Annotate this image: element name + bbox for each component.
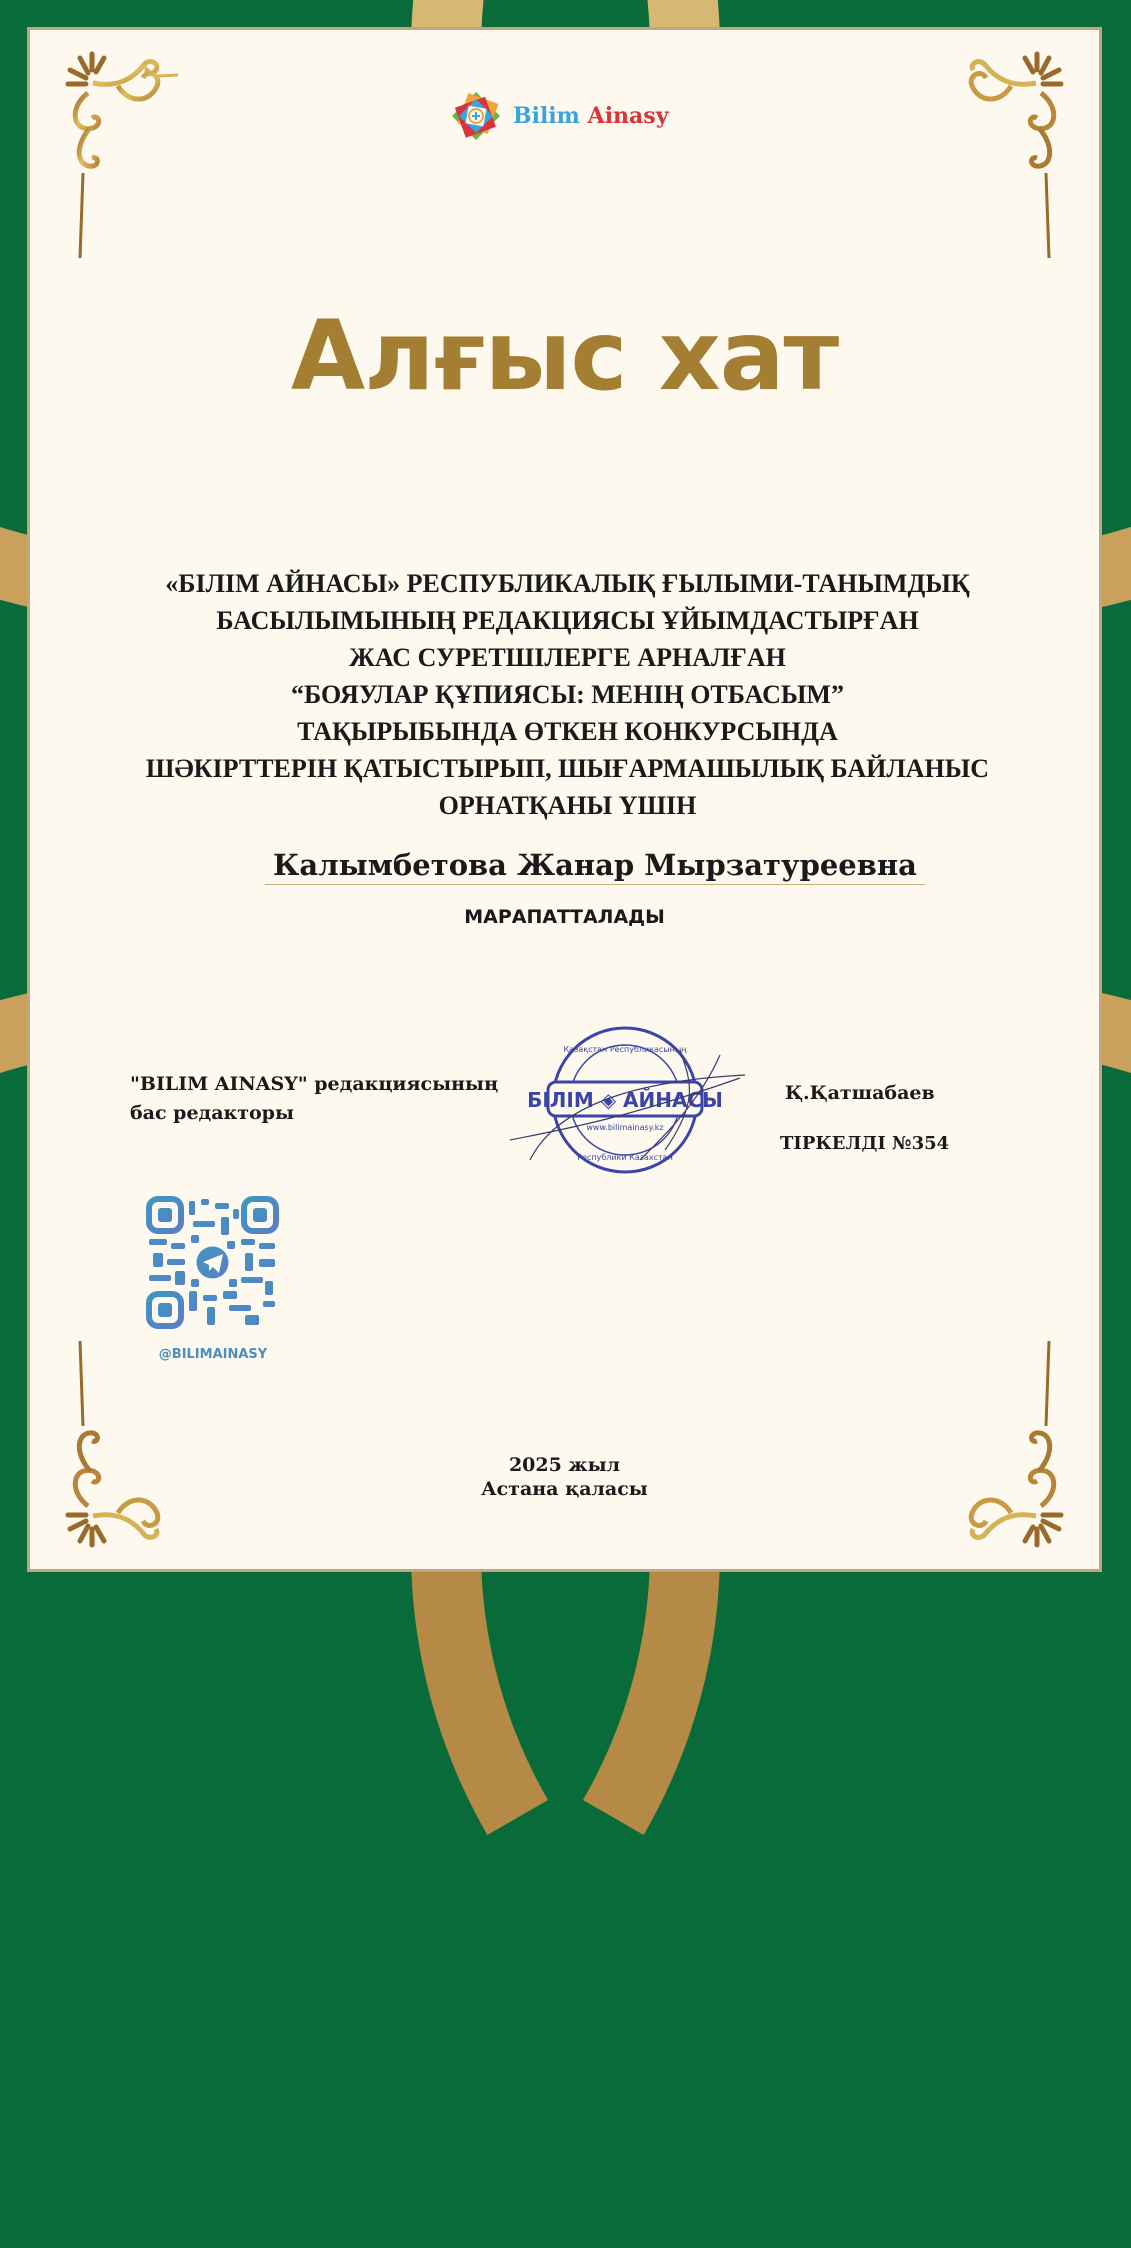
- body-line: ОРНАТҚАНЫ ҮШІН: [438, 791, 697, 820]
- body-line: “БОЯУЛАР ҚҰПИЯСЫ: МЕНІҢ ОТБАСЫМ”: [291, 680, 844, 709]
- corner-ornament-icon: [951, 48, 1081, 258]
- telegram-qr-code[interactable]: [145, 1195, 280, 1330]
- recipient-name: Калымбетова Жанар Мырзатуреевна: [265, 848, 925, 885]
- certificate-card: [27, 27, 1102, 1572]
- footer-year: 2025 жыл: [508, 1454, 621, 1476]
- svg-text:Республики Казахстан: Республики Казахстан: [577, 1153, 673, 1162]
- svg-text:Қазақстан Республикасының: Қазақстан Республикасының: [563, 1045, 687, 1054]
- awarded-label: МАРАПАТТАЛАДЫ: [464, 906, 665, 928]
- body-line: «БІЛІМ АЙНАСЫ» РЕСПУБЛИКАЛЫҚ ҒЫЛЫМИ-ТАНЫМДЫҚ: [165, 569, 970, 598]
- telegram-handle[interactable]: @BILIMAINASY: [158, 1347, 268, 1362]
- corner-ornament-icon: [951, 1341, 1081, 1551]
- editor-line: бас редакторы: [130, 1102, 295, 1124]
- registration-number: ТІРКЕЛДІ №354: [780, 1133, 950, 1154]
- stamp-center-text: БІЛІМ ◈ АЙНАСЫ: [527, 1088, 723, 1112]
- corner-ornament-icon: [48, 48, 178, 258]
- certificate-title: Алғыс хат: [290, 300, 839, 412]
- stamp-url: www.bilimainasy.kz: [586, 1123, 664, 1132]
- logo-text-ainasy: Ainasy: [587, 103, 669, 129]
- body-line: ЖАС СУРЕТШІЛЕРГЕ АРНАЛҒАН: [349, 643, 786, 672]
- logo-text-bilim: Bilim: [513, 103, 580, 129]
- body-line: ШӘКІРТТЕРІН ҚАТЫСТЫРЫП, ШЫҒАРМАШЫЛЫҚ БАЙЛАНЫС: [145, 754, 990, 783]
- certificate-body: [90, 565, 1045, 824]
- footer-city: Астана қаласы: [481, 1478, 648, 1500]
- official-stamp: [500, 1020, 750, 1190]
- editor-title: [130, 1070, 498, 1128]
- bilim-ainasy-logo: [445, 85, 668, 147]
- editor-line: "BILIM AINASY" редакциясының: [130, 1073, 499, 1095]
- logo-text: [513, 103, 668, 129]
- footer: [30, 1453, 1099, 1501]
- body-line: ТАҚЫРЫБЫНДА ӨТКЕН КОНКУРСЫНДА: [297, 717, 838, 746]
- corner-ornament-icon: [48, 1341, 178, 1551]
- logo-mark-icon: [445, 85, 507, 147]
- signer-name: Қ.Қатшабаев: [785, 1082, 935, 1104]
- body-line: БАСЫЛЫМЫНЫҢ РЕДАКЦИЯСЫ ҰЙЫМДАСТЫРҒАН: [216, 606, 919, 635]
